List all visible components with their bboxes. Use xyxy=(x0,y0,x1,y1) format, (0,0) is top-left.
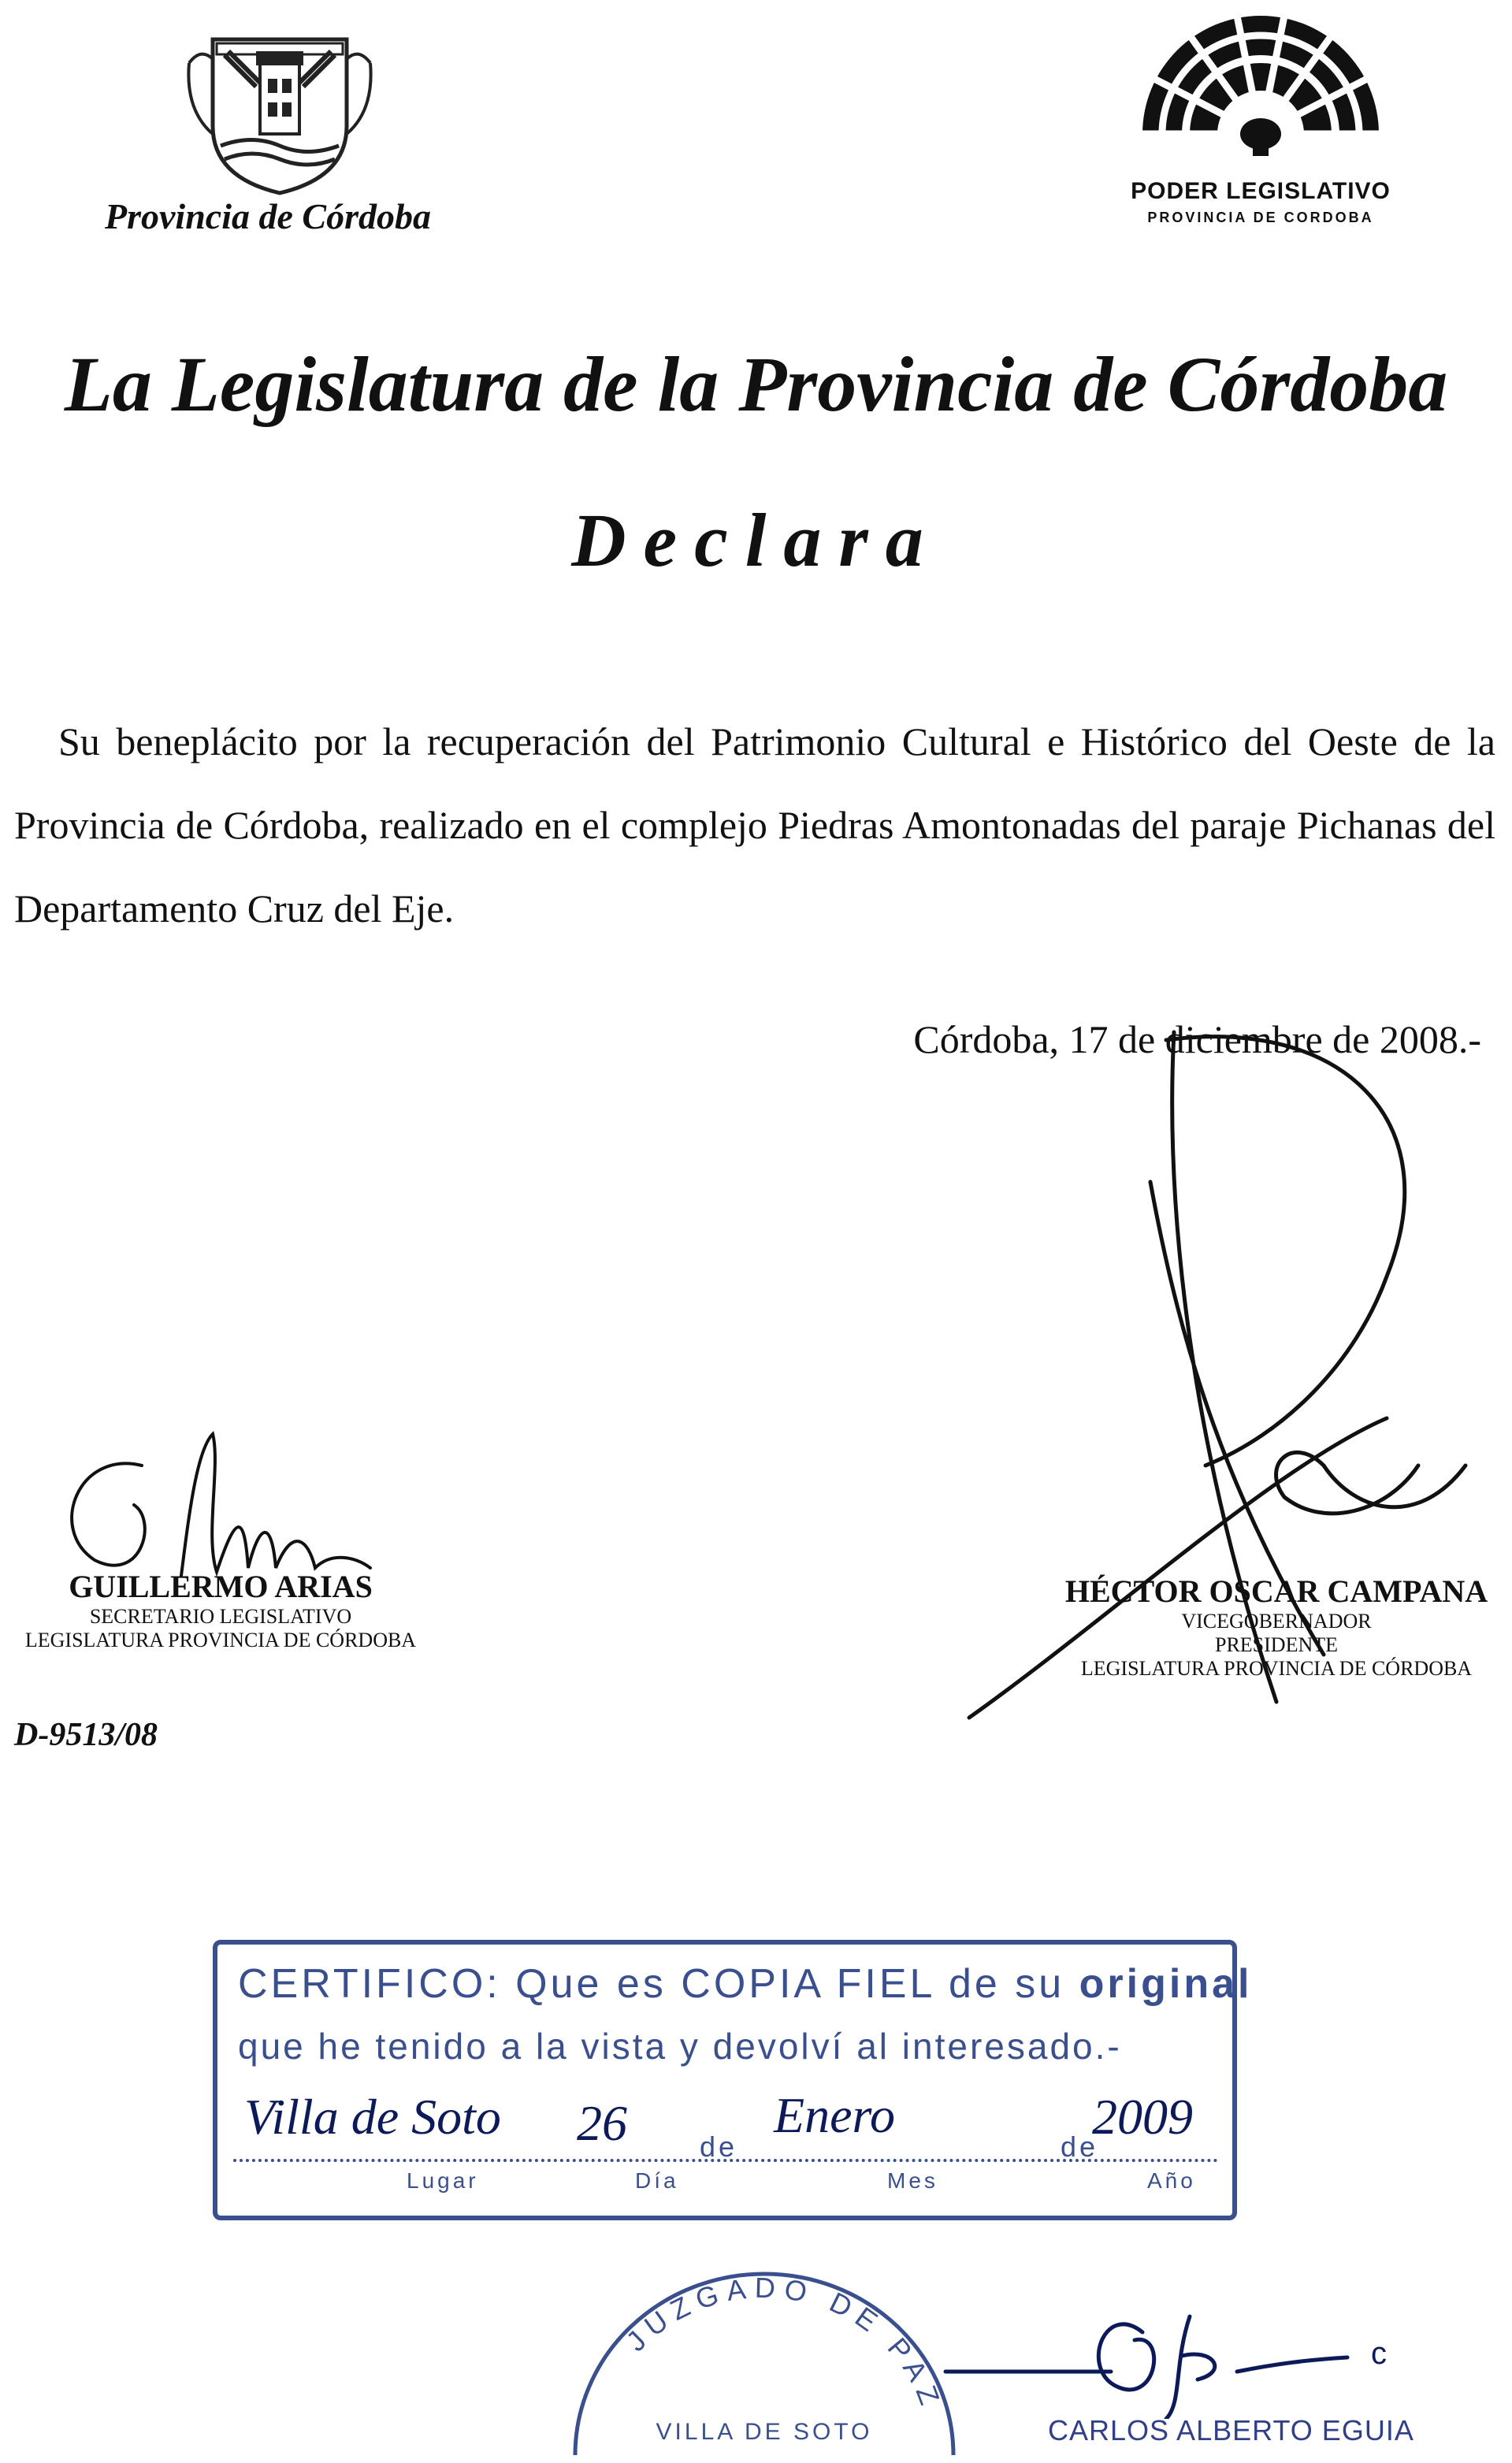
poder-legislativo-title: PODER LEGISLATIVO xyxy=(1131,178,1391,204)
certification-stamp xyxy=(213,1940,1253,2220)
arias-signature-icon xyxy=(47,1418,378,1584)
signatory-left-name: GUILLERMO ARIAS xyxy=(69,1569,373,1604)
eguia-signature-icon xyxy=(930,2285,1418,2419)
court-stamp-arc-text: JUZGADO DE PAZ xyxy=(619,2271,949,2417)
court-stamp-center-text: VILLA DE SOTO xyxy=(656,2419,873,2445)
justice-name: CARLOS ALBERTO EGUIA xyxy=(1048,2414,1414,2446)
poder-legislativo-logo-icon xyxy=(1127,16,1395,181)
signatory-right-role: VICEGOBERNADOR xyxy=(1181,1610,1372,1633)
signatory-right-org: LEGISLATURA PROVINCIA DE CÓRDOBA xyxy=(1080,1657,1473,1680)
handwritten-place: Villa de Soto xyxy=(244,2089,501,2145)
handwritten-month: Enero xyxy=(774,2087,896,2143)
declaration-body: Su beneplácito por la recuperación del Patrimonio Cultural e Histórico del Oeste de la Provincia de Córdoba, realizado en el complejo Piedras Amontonadas del paraje Pichanas del Departamento Cruz del Eje. xyxy=(14,719,1495,931)
signatory-right-role2: PRESIDENTE xyxy=(1215,1633,1338,1656)
certification-line-2: que he tenido a la vista y devolví al interesado.- xyxy=(238,2026,1122,2067)
signatory-left-org: LEGISLATURA PROVINCIA DE CÓRDOBA xyxy=(24,1629,417,1651)
signatory-left-role: SECRETARIO LEGISLATIVO xyxy=(89,1605,352,1628)
poder-legislativo-subtitle: PROVINCIA DE CORDOBA xyxy=(1147,210,1374,225)
handwritten-year: 2009 xyxy=(1092,2089,1193,2145)
document-title: La Legislatura de la Provincia de Córdoba xyxy=(64,340,1448,428)
certification-line-1a: CERTIFICO: Que es COPIA FIEL de su xyxy=(238,1961,1079,2007)
signatory-right xyxy=(1048,1573,1505,1681)
document-reference: D-9513/08 xyxy=(14,1717,158,1753)
signatory-right-name: HÉCTOR OSCAR CAMPANA xyxy=(1064,1573,1488,1609)
field-label-place: Lugar xyxy=(407,2168,479,2193)
signatory-left xyxy=(16,1568,425,1652)
field-label-month: Mes xyxy=(887,2168,938,2193)
svg-text:c: c xyxy=(1371,2336,1387,2371)
court-stamp-icon xyxy=(567,2258,961,2463)
field-de-1: de xyxy=(700,2131,738,2163)
document-subtitle: Declara xyxy=(571,498,941,582)
field-label-day: Día xyxy=(635,2168,679,2193)
handwritten-day: 26 xyxy=(577,2095,627,2151)
certification-line-1 xyxy=(238,1960,1252,2008)
provincia-label: Provincia de Córdoba xyxy=(105,196,431,236)
date-line: Córdoba, 17 de diciembre de 2008.- xyxy=(913,1017,1481,1061)
field-de-2: de xyxy=(1061,2131,1099,2163)
provincia-coat-of-arms-icon xyxy=(181,16,378,197)
field-label-year: Año xyxy=(1147,2168,1196,2193)
certification-line-1b: original xyxy=(1079,1961,1253,2007)
